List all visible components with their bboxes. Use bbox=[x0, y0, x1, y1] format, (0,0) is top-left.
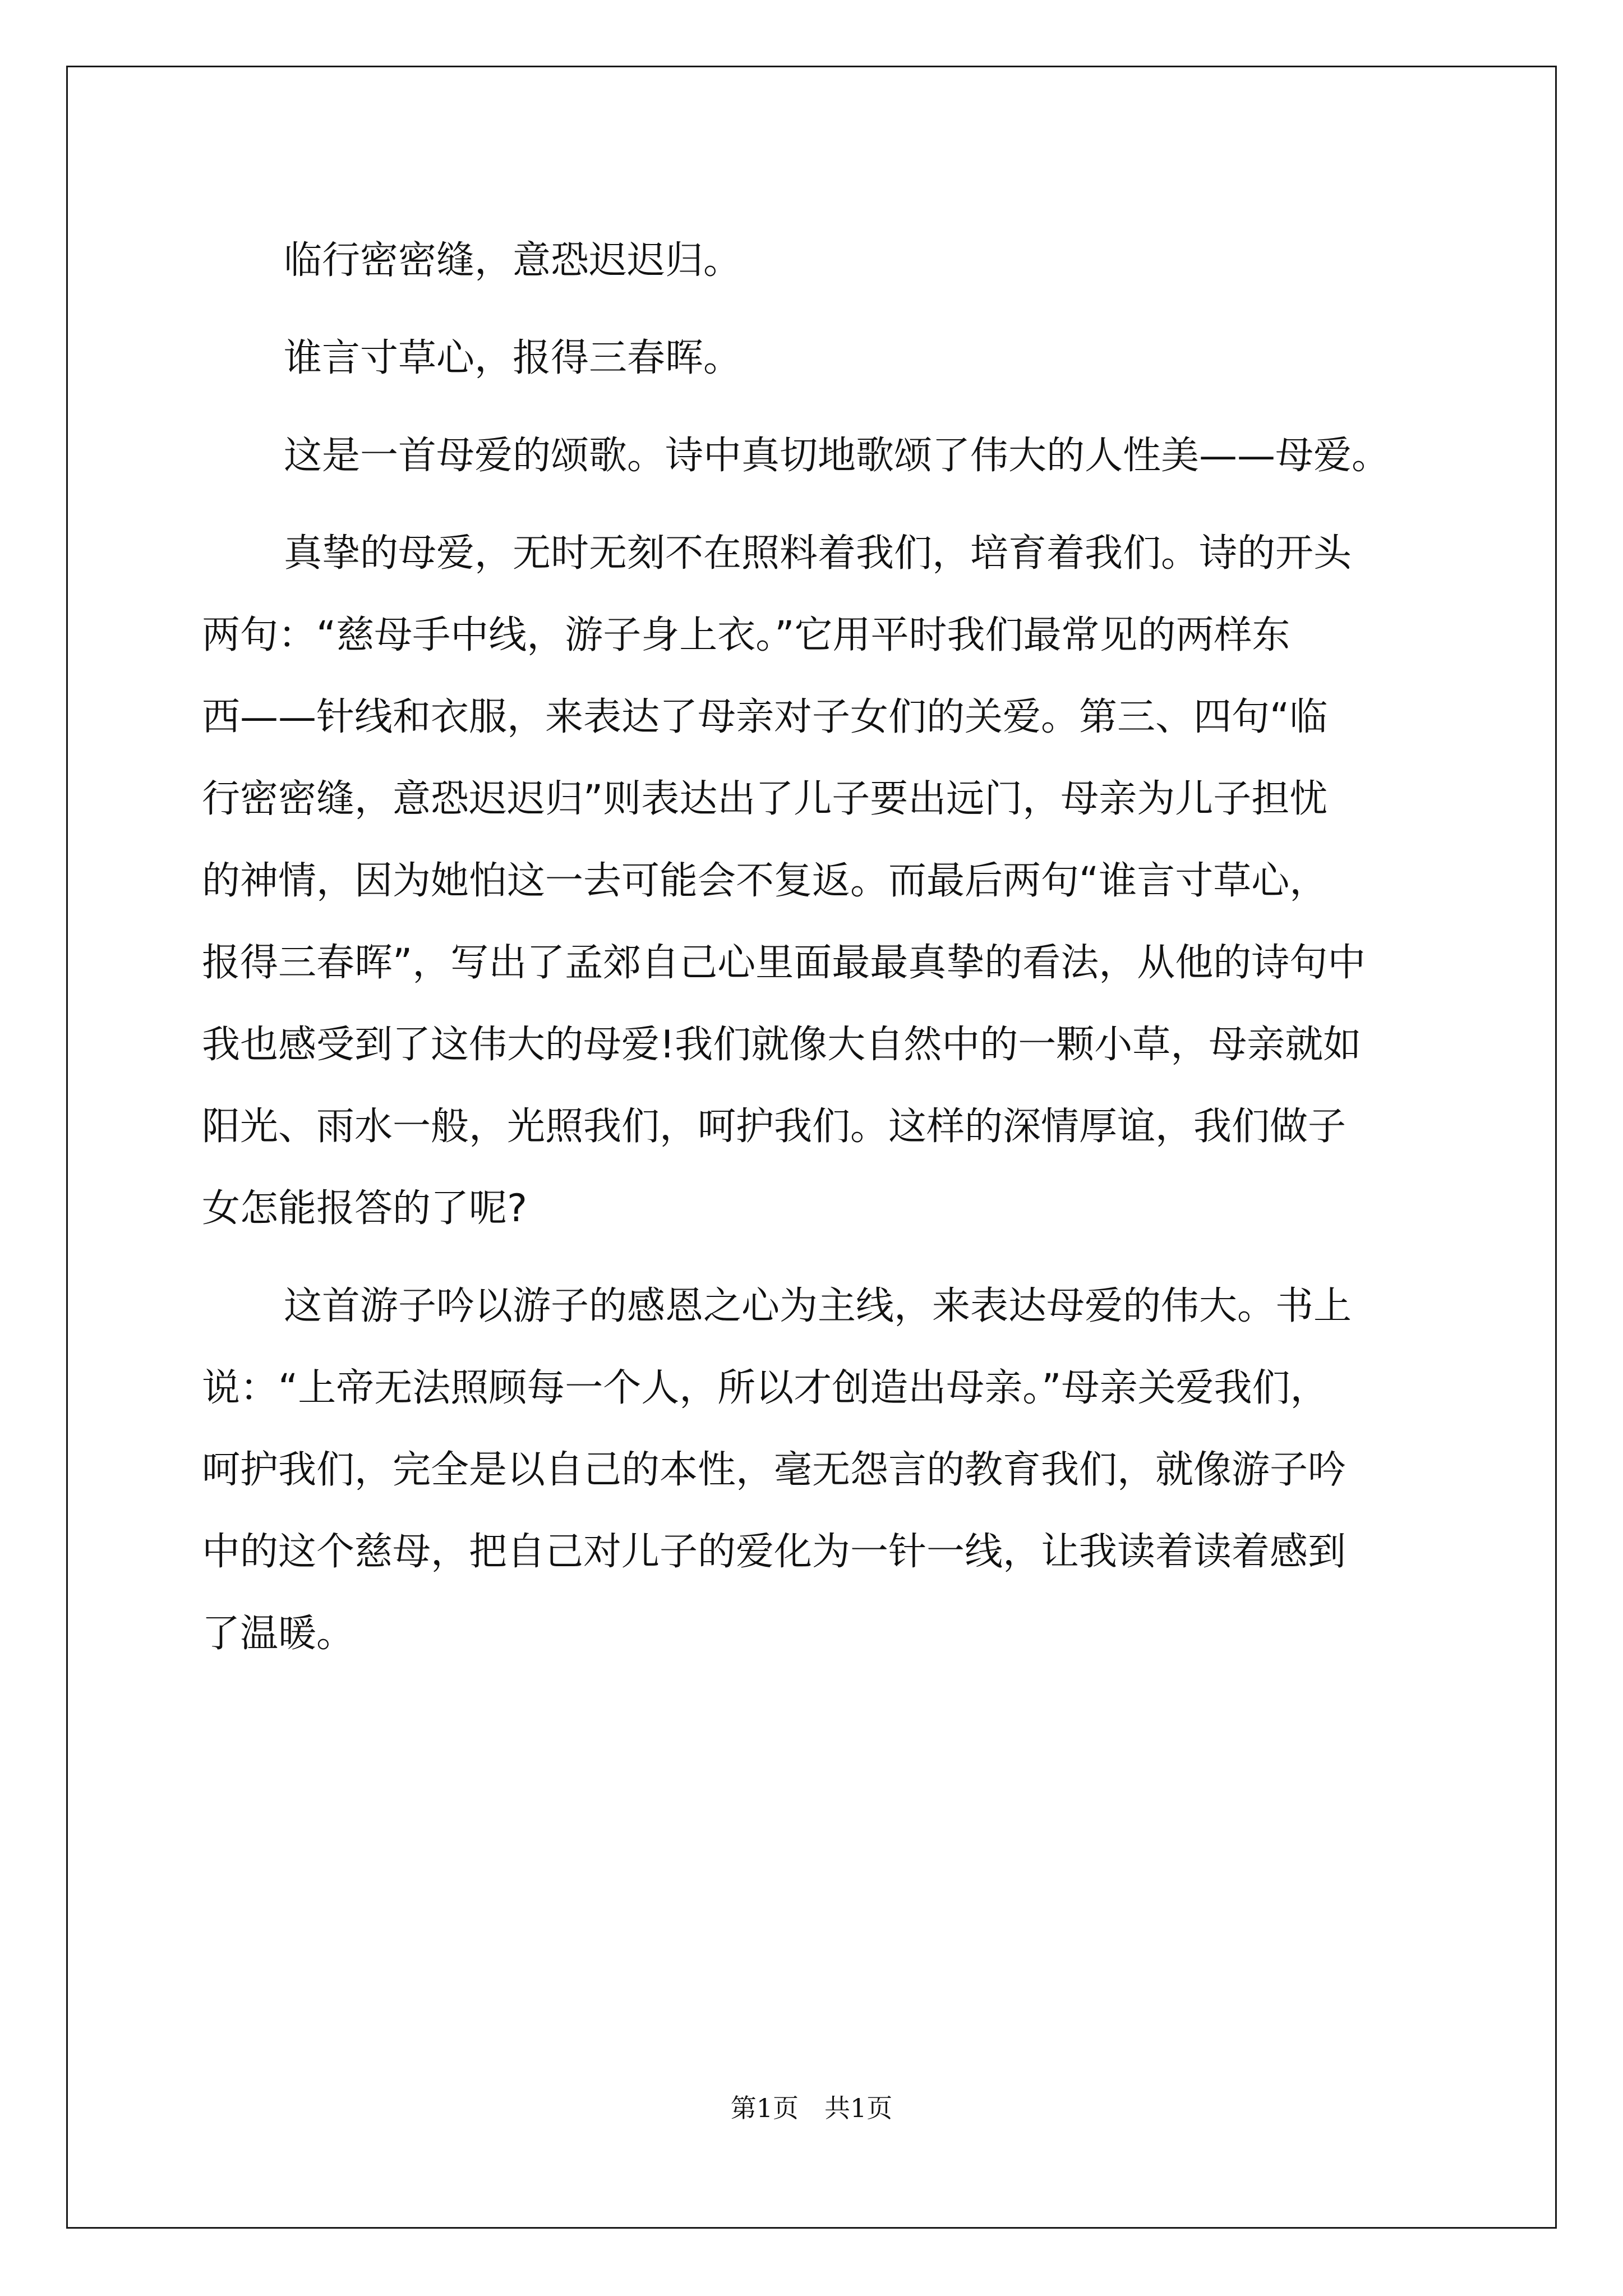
text-line: 临行密密缝，意恐迟迟归。 bbox=[284, 238, 742, 283]
text-line: 的神情，因为她怕这一去可能会不复返。而最后两句“谁言寸草心， bbox=[202, 859, 1328, 903]
paragraph-2 bbox=[202, 318, 1430, 399]
paragraph-1 bbox=[202, 220, 1430, 302]
text-line: 女怎能报答的了呢? bbox=[202, 1186, 528, 1231]
text-line: 两句：“慈母手中线，游子身上衣。”它用平时我们最常见的两样东 bbox=[202, 613, 1290, 657]
text-line: 说：“上帝无法照顾每一个人，所以才创造出母亲。”母亲关爱我们， bbox=[202, 1366, 1329, 1410]
text-line: 呵护我们，完全是以自己的本性，毫无怨言的教育我们，就像游子吟 bbox=[202, 1448, 1347, 1492]
text-line: 真挚的母爱，无时无刻不在照料着我们，培育着我们。诗的开头 bbox=[284, 531, 1352, 576]
paragraph-3 bbox=[202, 415, 1430, 497]
text-line: 报得三春晖”，写出了孟郊自己心里面最最真挚的看法，从他的诗句中 bbox=[202, 941, 1366, 985]
paragraph-5 bbox=[202, 1266, 1430, 1675]
document-body bbox=[202, 220, 1430, 1675]
text-line: 中的这个慈母，把自己对儿子的爱化为一针一线，让我读着读着感到 bbox=[202, 1530, 1347, 1574]
paragraph-4 bbox=[202, 513, 1430, 1250]
text-line: 阳光、雨水一般，光照我们，呵护我们。这样的深情厚谊，我们做子 bbox=[202, 1105, 1347, 1149]
text-line: 这是一首母爱的颂歌。诗中真切地歌颂了伟大的人性美——母爱。 bbox=[284, 434, 1390, 478]
text-line: 我也感受到了这伟大的母爱!我们就像大自然中的一颗小草，母亲就如 bbox=[202, 1023, 1362, 1067]
text-line: 了温暖。 bbox=[202, 1612, 355, 1656]
text-line: 谁言寸草心，报得三春晖。 bbox=[284, 336, 742, 380]
page-footer: 第1页 共1页 bbox=[730, 2093, 893, 2123]
text-line: 行密密缝，意恐迟迟归”则表达出了儿子要出远门，母亲为儿子担忧 bbox=[202, 777, 1328, 821]
text-line: 这首游子吟以游子的感恩之心为主线，来表达母爱的伟大。书上 bbox=[284, 1284, 1352, 1328]
text-line: 西——针线和衣服，来表达了母亲对子女们的关爱。第三、四句“临 bbox=[202, 695, 1328, 739]
